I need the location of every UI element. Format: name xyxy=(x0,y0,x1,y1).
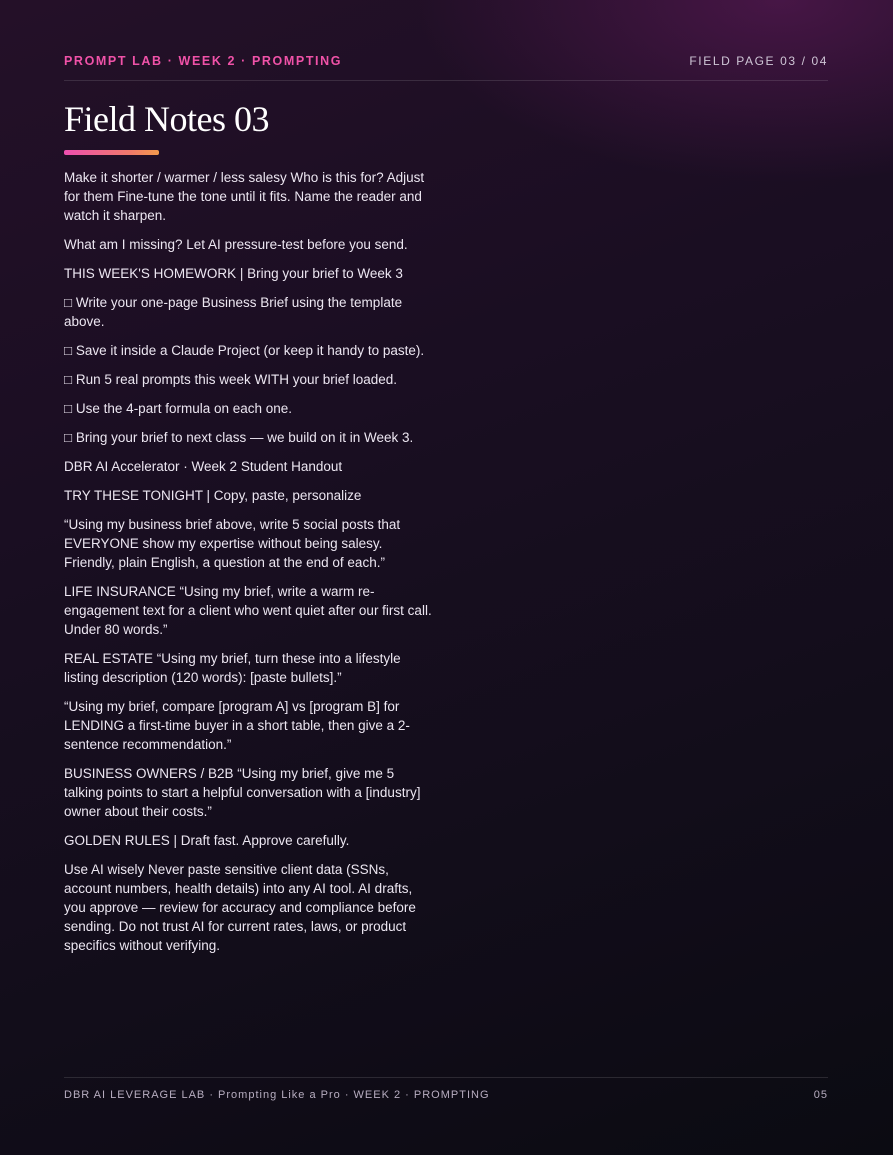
homework-item: □ Write your one-page Business Brief using the template above. xyxy=(64,295,403,329)
footer-page-number: 05 xyxy=(813,1089,828,1101)
page-title: Field Notes 03 xyxy=(64,99,269,139)
handout-label: DBR AI Accelerator · Week 2 Student Handout xyxy=(64,459,343,474)
homework-item: □ Bring your brief to next class — we build on it in Week 3. xyxy=(64,430,414,445)
homework-item: □ Run 5 real prompts this week WITH your brief loaded. xyxy=(64,372,398,387)
prompt-example-everyone: “Using my business brief above, write 5 social posts that EVERYONE show my expertise without being salesy. Friendly, plain English, a question at the end of each.” xyxy=(64,517,401,570)
homework-heading: THIS WEEK'S HOMEWORK | Bring your brief to Week 3 xyxy=(64,266,403,281)
homework-item: □ Save it inside a Claude Project (or keep it handy to paste). xyxy=(64,343,425,358)
try-tonight-heading: TRY THESE TONIGHT | Copy, paste, personalize xyxy=(64,488,362,503)
prompt-example-life-insurance: LIFE INSURANCE “Using my brief, write a warm re-engagement text for a client who went quiet after our first call. Under 80 words.” xyxy=(64,584,432,637)
page-header xyxy=(64,50,828,81)
header-page-counter: FIELD PAGE 03 / 04 xyxy=(689,54,828,68)
prompt-example-real-estate: REAL ESTATE “Using my brief, turn these into a lifestyle listing description (120 words): [paste bullets].” xyxy=(64,651,401,685)
golden-rules-text: Use AI wisely Never paste sensitive client data (SSNs, account numbers, health details) into any AI tool. AI drafts, you approve — review for accuracy and compliance before sending. Do not trust AI for current rates, laws, or product specifics without verifying. xyxy=(64,862,416,953)
page-footer xyxy=(64,1077,828,1108)
header-course-label: PROMPT LAB · WEEK 2 · PROMPTING xyxy=(64,54,343,68)
footer-course-label: DBR AI LEVERAGE LAB · Prompting Like a Pro · WEEK 2 · PROMPTING xyxy=(64,1089,490,1101)
notes-body xyxy=(64,168,436,965)
golden-rules-heading: GOLDEN RULES | Draft fast. Approve carefully. xyxy=(64,833,350,848)
prompt-example-b2b: BUSINESS OWNERS / B2B “Using my brief, give me 5 talking points to start a helpful conversation with a [industry] owner about their costs.” xyxy=(64,766,421,819)
title-accent-bar xyxy=(64,150,159,155)
homework-item: □ Use the 4-part formula on each one. xyxy=(64,401,293,416)
paragraph-tone-tip: Make it shorter / warmer / less salesy Who is this for? Adjust for them Fine-tune the tone until it fits. Name the reader and watch it sharpen. xyxy=(64,170,425,223)
prompt-example-lending: “Using my brief, compare [program A] vs [program B] for LENDING a first-time buyer in a short table, then give a 2-sentence recommendation.” xyxy=(64,699,410,752)
paragraph-pressure-test: What am I missing? Let AI pressure-test before you send. xyxy=(64,237,408,252)
